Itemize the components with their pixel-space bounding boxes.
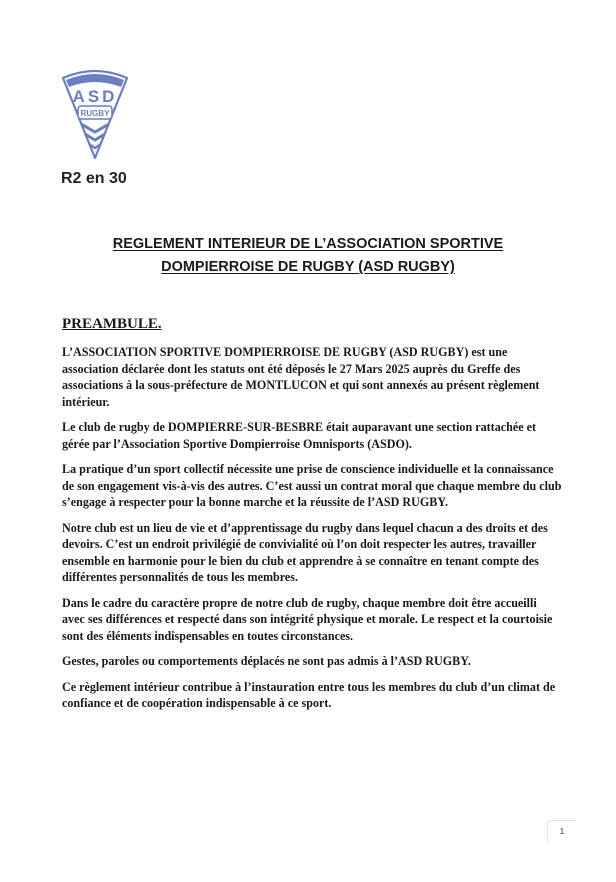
title-line-2: DOMPIERROISE DE RUGBY (ASD RUGBY) <box>161 259 455 275</box>
asd-rugby-logo <box>59 68 131 162</box>
paragraph: La pratique d’un sport collectif nécessite une prise de conscience individuelle et la connaissance de son engagement vis-à-vis des autres. C’est aussi un contrat moral que chaque membre du club s’engage à respecter pour la bonne marche et la réussite de l’ASD RUGBY. <box>62 462 562 509</box>
section-heading: PREAMBULE. <box>62 316 162 332</box>
paragraph: Notre club est un lieu de vie et d’apprentissage du rugby dans lequel chacun a des droits et des devoirs. C’est un endroit privilégié de convivialité où l’on doit respecter les autres, travailler ensemble en harmonie pour le bien du club et apprendre à se connaître en tenant compte des différentes personnalités de tous les membres. <box>62 520 548 584</box>
paragraph: Le club de rugby de DOMPIERRE-SUR-BESBRE était auparavant une section rattachée et gérée par l’Association Sportive Dompierroise Omnisports (ASDO). <box>62 420 536 451</box>
title-line-1: REGLEMENT INTERIEUR DE L’ASSOCIATION SPORTIVE <box>112 236 504 252</box>
document-subheading: R2 en 30 <box>61 170 127 187</box>
paragraph: Ce règlement intérieur contribue à l’instauration entre tous les membres du club d’un climat de confiance et de coopération indispensable à ce sport. <box>62 679 556 710</box>
preamble-body <box>62 344 562 721</box>
paragraph: Gestes, paroles ou comportements déplacés ne sont pas admis à l’ASD RUGBY. <box>62 654 471 668</box>
logo-asd-text: ASD <box>72 87 118 106</box>
paragraph: L’ASSOCIATION SPORTIVE DOMPIERROISE DE RUGBY (ASD RUGBY) est une association déclarée dont les statuts ont été déposés le 27 Mars 2025 auprès du Greffe des associations à la sous-préfecture de MONTLUCON et qui sont annexés au présent règlement intérieur. <box>62 345 540 409</box>
logo-shield-icon <box>59 68 131 162</box>
page-number: 1 <box>547 820 576 843</box>
logo-rugby-text: RUGBY <box>80 109 110 118</box>
paragraph: Dans le cadre du caractère propre de notre club de rugby, chaque membre doit être accueilli avec ses différences et respecté dans son intégrité physique et morale. Le respect et la courtoisie sont des éléments indispensables en toutes circonstances. <box>62 595 553 643</box>
document-title <box>40 233 576 279</box>
